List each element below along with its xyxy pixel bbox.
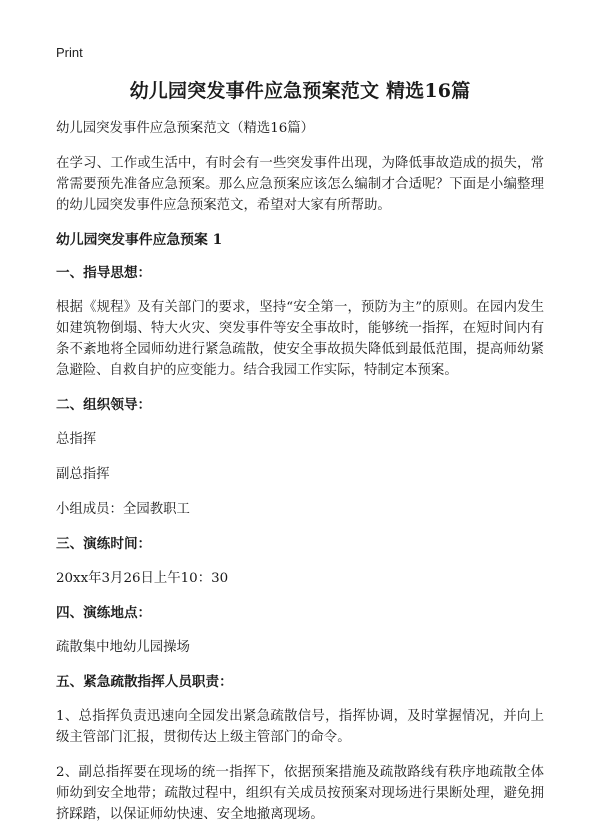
section-paragraph: 疏散集中地幼儿园操场 <box>56 640 190 655</box>
section-paragraph: 副总指挥 <box>56 467 110 482</box>
section-heading-duties: 五、紧急疏散指挥人员职责： <box>56 674 233 690</box>
section-paragraph: 2、副总指挥要在现场的统一指挥下，依据预案措施及疏散路线有秩序地疏散全体师幼到安全地带；疏散过程中，组织有关成员按预案对现场进行果断处理，避免拥挤踩踏，以保证师幼快速、安全地撤离现场。 <box>56 765 544 822</box>
plan-subtitle: 幼儿园突发事件应急预案 1 <box>56 232 223 248</box>
print-link[interactable]: Print <box>56 45 83 60</box>
section-paragraph: 20xx年3月26日上午10：30 <box>56 571 229 586</box>
section-paragraph: 总指挥 <box>56 432 97 447</box>
section-heading-leadership: 二、组织领导： <box>56 397 152 413</box>
section-paragraph: 1、总指挥负责迅速向全园发出紧急疏散信号，指挥协调，及时掌握情况，并向上级主管部门汇报，贯彻传达上级主管部门的命令。 <box>56 709 544 745</box>
lead-text: 幼儿园突发事件应急预案范文（精选16篇） <box>56 121 315 136</box>
intro-paragraph: 在学习、工作或生活中，有时会有一些突发事件出现，为降低事故造成的损失，常常需要预先准备应急预案。那么应急预案应该怎么编制才合适呢？下面是小编整理的幼儿园突发事件应急预案范文，希望对大家有所帮助。 <box>56 156 544 213</box>
section-heading-drill-location: 四、演练地点： <box>56 605 152 621</box>
section-paragraph: 根据《规程》及有关部门的要求，坚持“安全第一，预防为主”的原则。在园内发生如建筑物倒塌、特大火灾、突发事件等安全事故时，能够统一指挥，在短时间内有条不紊地将全园师幼进行紧急疏散，使安全事故损失降低到最低范围，提高师幼紧急避险、自救自护的应变能力。结合我园工作实际，特制定本预案。 <box>56 300 544 378</box>
section-paragraph: 小组成员：全园教职工 <box>56 502 190 517</box>
section-heading-guiding-ideology: 一、指导思想： <box>56 265 152 281</box>
page-title: 幼儿园突发事件应急预案范文 精选16篇 <box>129 80 471 102</box>
section-heading-drill-time: 三、演练时间： <box>56 536 152 552</box>
